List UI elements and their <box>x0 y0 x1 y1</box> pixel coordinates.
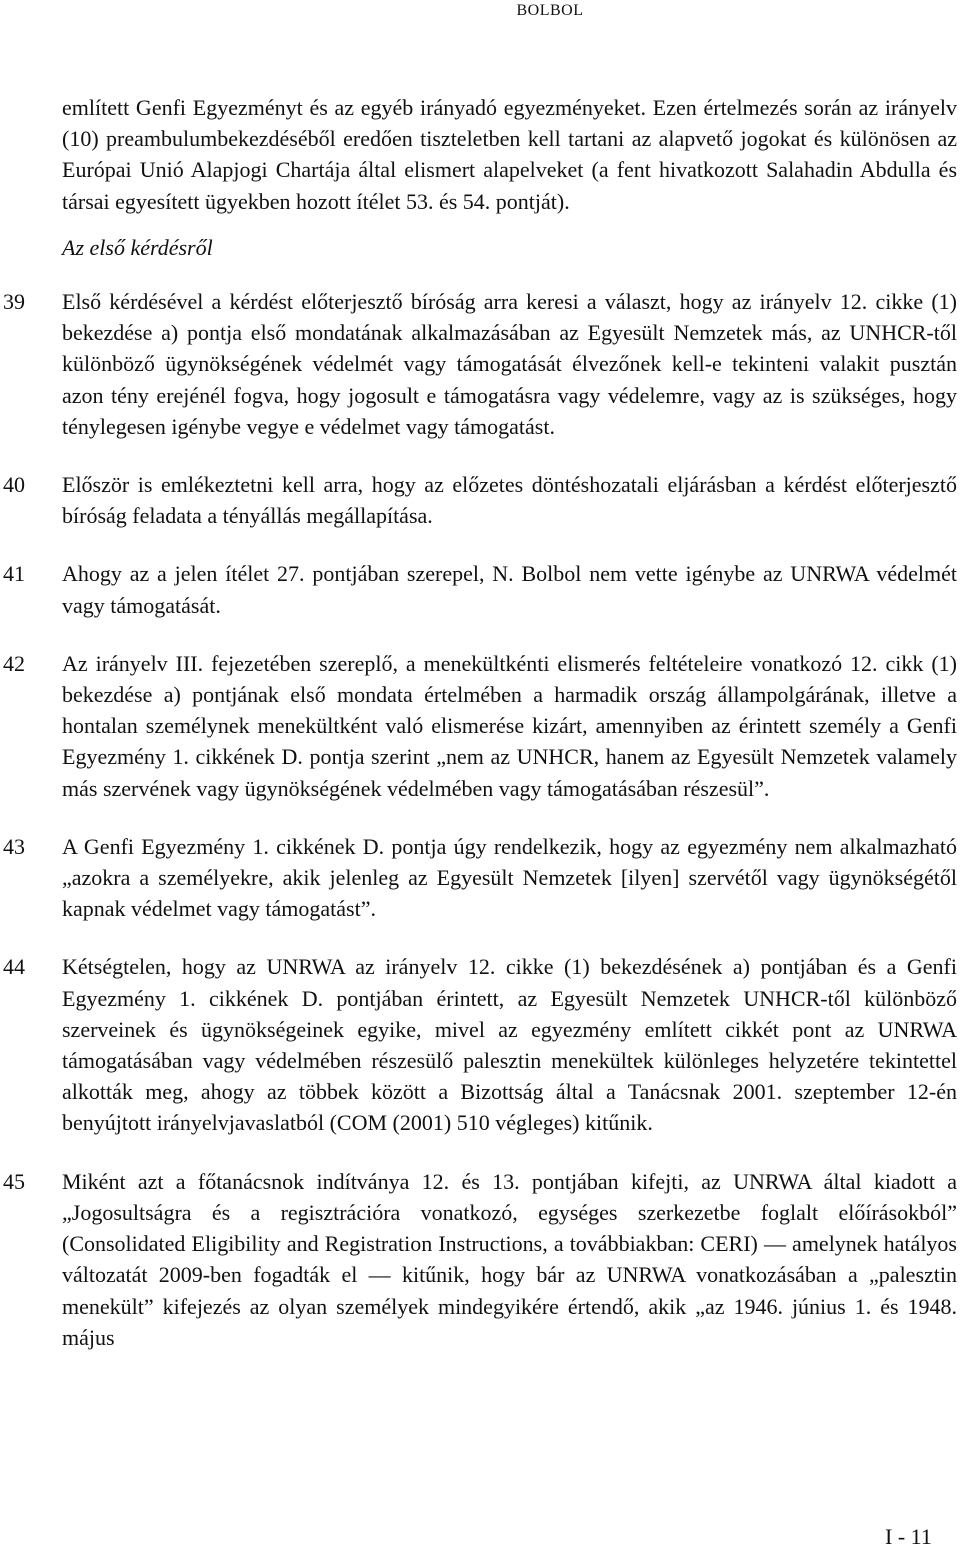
paragraph-45 <box>3 1166 957 1353</box>
paragraph-42 <box>3 648 957 804</box>
paragraph-number: 40 <box>3 472 25 498</box>
page-number: I - 11 <box>885 1524 932 1549</box>
paragraph-text: Az irányelv III. fejezetében szereplő, a menekültkénti elismerés feltételeire vonatkozó 12. cikk (1) bekezdése a) pontjának első mondata értelmében a harmadik ország állampolgárának, illetve a hontalan személynek menekültként való elismerése kizárt, amennyiben az érintett személy a Genfi Egyezmény 1. cikkének D. pontja szerint „nem az UNHCR, hanem az Egyesült Nemzetek valamely más szervének vagy ügynökségének védelmében vagy támogatásában részesül”. <box>62 650 957 801</box>
paragraph-text: Először is emlékeztetni kell arra, hogy az előzetes döntéshozatali eljárásban a kérdést előterjesztő bíróság feladata a tényállás megállapítása. <box>62 472 957 529</box>
paragraph-text: A Genfi Egyezmény 1. cikkének D. pontja úgy rendelkezik, hogy az egyezmény nem alkalmazható „azokra a személyekre, akik jelenleg az Egyesült Nemzetek [ilyen] szervétől vagy ügynökségétől kapnak védelmet vagy támogatást”. <box>62 833 957 922</box>
paragraph-40 <box>3 469 957 531</box>
running-header: BOLBOL <box>516 2 584 19</box>
paragraph-number: 44 <box>3 954 25 980</box>
paragraph-number: 39 <box>3 289 25 315</box>
paragraph-39 <box>3 286 957 442</box>
section-heading: Az első kérdésről <box>62 234 213 260</box>
paragraph-43 <box>3 831 957 925</box>
paragraph-number: 45 <box>3 1168 25 1194</box>
paragraph-text: Miként azt a főtanácsnok indítványa 12. és 13. pontjában kifejti, az UNRWA által kiadott a „Jogosultságra és a regisztrációra vonatkozó, egységes szerkezetbe foglalt előírásokból” (Consolidated Eligibility and Registration Instructions, a továbbiakban: CERI) — amelynek hatályos változatát 2009-ben fogadták el — kitűnik, hogy bár az UNRWA vonatkozásában a „palesztin menekült” kifejezés az olyan személyek mindegyikére értendő, akik „az 1946. június 1. és 1948. május <box>62 1168 957 1350</box>
paragraph-text: Ahogy az a jelen ítélet 27. pontjában szerepel, N. Bolbol nem vette igénybe az UNRWA védelmét vagy támogatását. <box>62 561 957 618</box>
paragraph-text: Kétségtelen, hogy az UNRWA az irányelv 12. cikke (1) bekezdésének a) pontjában és a Genfi Egyezmény 1. cikkének D. pontjában érintett, az Egyesült Nemzetek UNHCR-től különböző szerveinek és ügynökségeinek egyike, mivel az egyezmény említett cikkét pont az UNRWA támogatásában vagy védelmében részesülő palesztin menekültek különleges helyzetére tekintettel alkották meg, ahogy az többek között a Bizottság által a Tanácsnak 2001. szeptember 12-én benyújtott irányelvjavaslatból (COM (2001) 510 végleges) kitűnik. <box>62 954 957 1136</box>
paragraph-44 <box>3 951 957 1138</box>
intro-paragraph: említett Genfi Egyezményt és az egyéb irányadó egyezményeket. Ezen értelmezés során az irányelv (10) preambulumbekezdéséből eredően tiszteletben kell tartani az alapvető jogokat és különösen az Európai Unió Alapjogi Chartája által elismert alapelveket (a fent hivatkozott Salahadin Abdulla és társai egyesített ügyekben hozott ítélet 53. és 54. pontját). <box>62 95 957 214</box>
paragraph-number: 42 <box>3 650 25 676</box>
paragraph-number: 43 <box>3 833 25 859</box>
document-body <box>3 92 957 1380</box>
paragraph-41 <box>3 558 957 620</box>
paragraph-number: 41 <box>3 561 25 587</box>
paragraph-text: Első kérdésével a kérdést előterjesztő bíróság arra keresi a választ, hogy az irányelv 12. cikke (1) bekezdése a) pontja első mondatának alkalmazásában az Egyesült Nemzetek más, az UNHCR-től különböző ügynökségének védelmét vagy támogatását élvezőnek kell-e tekinteni valakit pusztán azon tény erejénél fogva, hogy jogosult e támogatásra vagy védelemre, vagy az is szükséges, hogy ténylegesen igénybe vegye e védelmet vagy támogatást. <box>62 289 957 439</box>
